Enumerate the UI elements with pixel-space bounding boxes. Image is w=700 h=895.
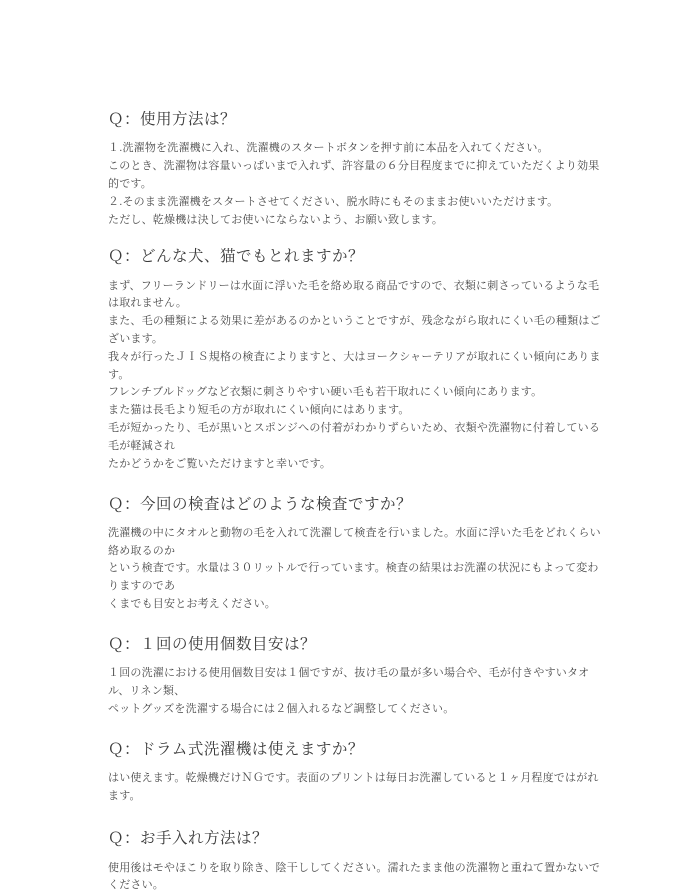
faq-answer-line: まず、フリーランドリーは水面に浮いた毛を絡め取る商品ですので、衣類に刺さっているような毛は取れません。 xyxy=(108,279,600,310)
faq-answer-line: くまでも目安とお考えください。 xyxy=(108,598,276,610)
faq-answer-line: 我々が行ったＪＩＳ規格の検査によりますと、大はヨークシャーテリアが取れにくい傾向にあります。 xyxy=(108,350,601,381)
faq-question: Ｑ：使用方法は？ xyxy=(108,111,237,128)
faq-answer-line: フレンチブルドッグなど衣類に刺さりやすい硬い毛も若干取れにくい傾向にあります。 xyxy=(108,386,543,399)
faq-item xyxy=(108,493,602,614)
faq-answer xyxy=(108,665,602,718)
faq-question: Ｑ：ドラム式洗濯機は使えますか？ xyxy=(108,740,364,758)
faq-item xyxy=(108,245,602,473)
faq-answer-line: また猫は長毛より短毛の方が取れにくい傾向にはあります。 xyxy=(108,404,410,417)
faq-question: Ｑ：今回の検査はどのような検査ですか？ xyxy=(108,495,413,513)
faq-answer xyxy=(108,278,602,474)
faq-answer-line: ただし、乾燥機は決してお使いにならないよう、お願い致します。 xyxy=(108,213,444,226)
faq-answer-line: １.洗濯物を洗濯機に入れ、洗濯機のスタートボタンを押す前に本品を入れてください。 xyxy=(108,142,549,155)
faq-answer-line: １回の洗濯における使用個数目安は１個ですが、抜け毛の量が多い場合や、毛が付きやすいタオル、リネン類、 xyxy=(108,667,590,697)
faq-item xyxy=(108,827,602,895)
faq-question: Ｑ：お手入れ方法は？ xyxy=(108,830,269,848)
faq-answer-line: このとき、洗濯物は容量いっぱいまで入れず、許容量の６分目程度までに抑えていただくより効果的です。 xyxy=(108,160,600,190)
faq-question: Ｑ：１回の使用個数目安は？ xyxy=(108,635,317,653)
faq-answer xyxy=(108,525,602,614)
faq-question: Ｑ：どんな犬、猫でもとれますか？ xyxy=(108,248,365,266)
faq-answer-line: ２.そのまま洗濯機をスタートさせてください、脱水時にもそのままお使いいただけます。 xyxy=(108,195,559,208)
faq-answer-line: 洗濯機の中にタオルと動物の毛を入れて洗濯して検査を行いました。水面に浮いた毛をどれくらい絡め取るのか xyxy=(108,526,601,557)
faq-item xyxy=(108,633,602,719)
faq-answer-line: はい使えます。乾燥機だけＮＧです。表面のプリントは毎日お洗濯していると１ヶ月程度ではがれます。 xyxy=(108,771,599,802)
faq-answer-line: 毛が短かったり、毛が黒いとスポンジへの付着がわかりずらいため、衣類や洗濯物に付着している毛が軽減され xyxy=(108,422,601,452)
faq-item xyxy=(108,738,602,806)
faq-item xyxy=(108,108,602,229)
faq-answer xyxy=(108,140,602,229)
faq-answer-line: たかどうかをご覧いただけますと幸いです。 xyxy=(108,457,332,470)
faq-answer xyxy=(108,770,602,806)
faq-answer-line: 使用後はモやほこりを取り除き、陰干ししてください。濡れたまま他の洗濯物と重ねて置かないでください。 xyxy=(108,861,601,892)
faq-answer-line: ペットグッズを洗濯する場合には２個入れるなど調整してください。 xyxy=(108,702,455,715)
faq-answer xyxy=(108,860,602,895)
faq-answer-line: という検査です。水量は３０リットルで行っています。検査の結果はお洗濯の状況にもよって変わりますのであ xyxy=(108,562,599,593)
faq-answer-line: また、毛の種類による効果に差があるのかということですが、残念ながら取れにくい毛の種類はございます。 xyxy=(108,315,601,345)
